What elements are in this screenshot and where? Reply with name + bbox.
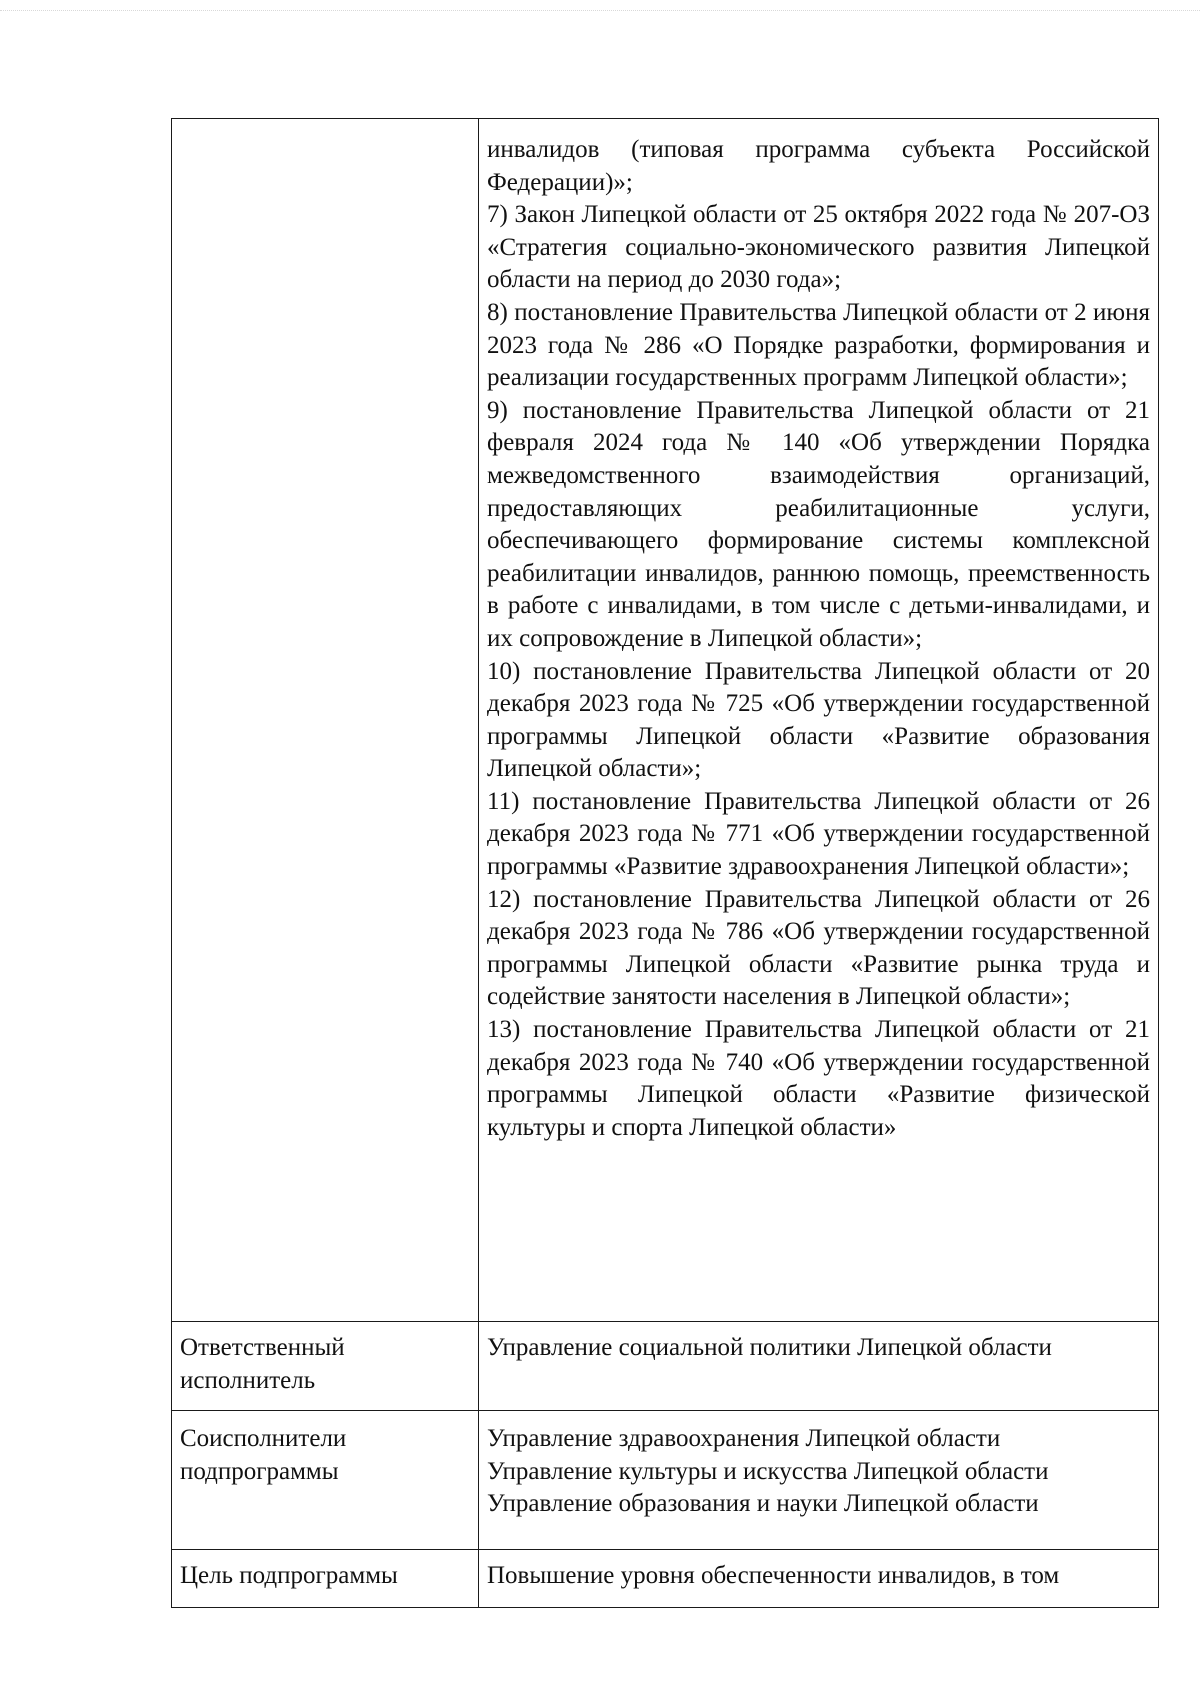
goal-value (479, 1550, 1159, 1608)
legal-basis-item: инвалидов (типовая программа субъекта Российской Федерации)»; (487, 136, 1150, 196)
legal-basis-item: 13) постановление Правительства Липецкой области от 21 декабря 2023 года № 740 «Об утверждении государственной программы Липецкой области «Развитие физической культуры и спорта Липецкой области» (487, 1016, 1150, 1141)
legal-basis-item: 10) постановление Правительства Липецкой области от 20 декабря 2023 года № 725 «Об утверждении государственной программы Липецкой области «Развитие образования Липецкой области»; (487, 657, 1150, 783)
row-label-responsible-executor: Ответственный исполнитель (172, 1322, 479, 1411)
legal-basis-item: 12) постановление Правительства Липецкой области от 26 декабря 2023 года № 786 «Об утверждении государственной программы Липецкой области «Развитие рынка труда и содействие занятости населения в Липецкой области»; (487, 885, 1150, 1011)
co-executor-item: Управление здравоохранения Липецкой области (487, 1425, 1001, 1452)
legal-basis-item: 9) постановление Правительства Липецкой области от 21 февраля 2024 года № 140 «Об утверждении Порядка межведомственного взаимодействия организаций, предоставляющих реабилитационные услуги, обеспечивающего формирование системы комплексной реабилитации инвалидов, раннюю помощь, преемственность в работе с инвалидами, в том числе с детьми-инвалидами, и их сопровождение в Липецкой области»; (487, 396, 1150, 652)
co-executor-item: Управление образования и науки Липецкой области (487, 1490, 1039, 1518)
table-row-legal-basis (172, 119, 1159, 1322)
row-label-cell (172, 119, 479, 1322)
table-row-responsible-executor (172, 1322, 1159, 1411)
scan-edge-line (0, 10, 1200, 11)
subprogram-passport-table (171, 118, 1159, 1608)
legal-basis-item: 11) постановление Правительства Липецкой области от 26 декабря 2023 года № 771 «Об утверждении государственной программы «Развитие здравоохранения Липецкой области»; (487, 787, 1150, 881)
co-executor-item: Управление культуры и искусства Липецкой области (487, 1457, 1049, 1485)
table-row-goal (172, 1550, 1159, 1608)
table-row-co-executors (172, 1411, 1159, 1550)
row-label-goal: Цель подпрограммы (172, 1550, 479, 1608)
goal-text: Повышение уровня обеспеченности инвалидов, в том (487, 1562, 1060, 1589)
responsible-executor-name: Управление социальной политики Липецкой области (487, 1334, 1052, 1361)
legal-basis-list (479, 119, 1159, 1322)
legal-basis-item: 8) постановление Правительства Липецкой области от 2 июня 2023 года № 286 «О Порядке разработки, формирования и реализации государственных программ Липецкой области»; (487, 298, 1150, 392)
responsible-executor-value (479, 1322, 1159, 1411)
co-executors-list (479, 1411, 1159, 1550)
legal-basis-item: 7) Закон Липецкой области от 25 октября 2022 года № 207-ОЗ «Стратегия социально-экономического развития Липецкой области на период до 2030 года»; (487, 201, 1150, 294)
row-label-co-executors: Соисполнители подпрограммы (172, 1411, 479, 1550)
